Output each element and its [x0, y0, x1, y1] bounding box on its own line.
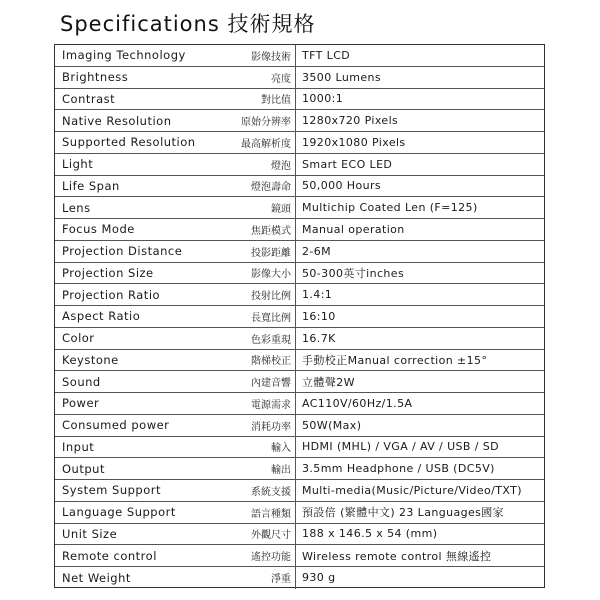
spec-row — [55, 502, 544, 524]
spec-label-en: Keystone — [62, 352, 119, 367]
spec-value: 50W(Max) — [295, 415, 544, 436]
spec-label-zh: 電源需求 — [251, 399, 291, 411]
spec-row — [55, 328, 544, 350]
spec-label-en: Brightness — [62, 70, 129, 85]
spec-label-zh: 階梯校正 — [251, 356, 291, 368]
spec-value: AC110V/60Hz/1.5A — [295, 393, 544, 414]
spec-label-zh: 消耗功率 — [251, 421, 291, 433]
spec-row — [55, 415, 544, 437]
spec-value: Smart ECO LED — [295, 154, 544, 175]
spec-row — [55, 132, 544, 154]
spec-label-en: Native Resolution — [62, 113, 172, 128]
spec-value: 3.5mm Headphone / USB (DC5V) — [295, 458, 544, 479]
spec-label-zh: 投射比例 — [251, 291, 291, 303]
spec-label-en: Sound — [62, 374, 101, 389]
spec-value: 1.4:1 — [295, 284, 544, 305]
spec-label-en: Language Support — [62, 505, 176, 520]
spec-label-en: Consumed power — [62, 418, 170, 433]
spec-label-en: Projection Distance — [62, 244, 183, 259]
spec-label-zh: 鏡頭 — [271, 204, 291, 216]
spec-label-zh: 影像技術 — [251, 51, 291, 63]
spec-row — [55, 306, 544, 328]
spec-row — [55, 154, 544, 176]
spec-label-en: Lens — [62, 200, 91, 215]
spec-label-en: Projection Size — [62, 265, 154, 280]
spec-label-en: Focus Mode — [62, 222, 135, 237]
spec-label-zh: 原始分辨率 — [241, 117, 291, 129]
spec-row — [55, 89, 544, 111]
spec-row — [55, 545, 544, 567]
spec-label-en: Aspect Ratio — [62, 309, 141, 324]
page-title: Specifications 技術規格 — [60, 12, 316, 36]
spec-label-en: Light — [62, 157, 94, 172]
spec-row — [55, 219, 544, 241]
spec-value: 預設倍 (繁體中文) 23 Languages國家 — [295, 502, 544, 523]
spec-label-en: Supported Resolution — [62, 135, 196, 150]
spec-row — [55, 263, 544, 285]
spec-label-zh: 亮度 — [271, 73, 291, 85]
spec-row — [55, 284, 544, 306]
spec-label-en: Contrast — [62, 91, 116, 106]
spec-row — [55, 241, 544, 263]
spec-value: 930 g — [295, 567, 544, 589]
spec-value: Manual operation — [295, 219, 544, 240]
spec-value: 1920x1080 Pixels — [295, 132, 544, 153]
spec-label-zh: 語言種類 — [251, 508, 291, 520]
spec-row — [55, 437, 544, 459]
spec-value: 立體聲2W — [295, 371, 544, 392]
spec-label-zh: 輸入 — [271, 443, 291, 455]
spec-label-en: Remote control — [62, 548, 157, 563]
spec-label-zh: 影像大小 — [251, 269, 291, 281]
spec-label-zh: 長寬比例 — [251, 312, 291, 324]
spec-value: 1280x720 Pixels — [295, 110, 544, 131]
spec-row — [55, 197, 544, 219]
spec-row — [55, 371, 544, 393]
spec-value: Multi-media(Music/Picture/Video/TXT) — [295, 480, 544, 501]
spec-row — [55, 67, 544, 89]
spec-value: 50-300英寸inches — [295, 263, 544, 284]
spec-label-zh: 燈泡壽命 — [251, 182, 291, 194]
spec-value: 188 x 146.5 x 54 (mm) — [295, 524, 544, 545]
spec-value: HDMI (MHL) / VGA / AV / USB / SD — [295, 437, 544, 458]
spec-value: 2-6M — [295, 241, 544, 262]
spec-value: TFT LCD — [295, 45, 544, 66]
spec-row — [55, 45, 544, 67]
spec-label-en: Output — [62, 461, 105, 476]
spec-label-en: System Support — [62, 483, 161, 498]
spec-label-zh: 淨重 — [271, 574, 291, 586]
spec-label-en: Input — [62, 439, 95, 454]
spec-row — [55, 350, 544, 372]
spec-label-en: Net Weight — [62, 570, 131, 585]
spec-row — [55, 567, 544, 589]
spec-label-zh: 最高解析度 — [241, 138, 291, 150]
spec-row — [55, 480, 544, 502]
spec-row — [55, 458, 544, 480]
spec-label-zh: 燈泡 — [271, 160, 291, 172]
spec-value: Wireless remote control 無線遙控 — [295, 545, 544, 566]
spec-value: 16.7K — [295, 328, 544, 349]
spec-table — [54, 44, 545, 588]
spec-label-zh: 遙控功能 — [251, 552, 291, 564]
spec-label-en: Projection Ratio — [62, 287, 161, 302]
spec-label-zh: 內建音響 — [251, 378, 291, 390]
spec-label-zh: 色彩重現 — [251, 334, 291, 346]
spec-value: 16:10 — [295, 306, 544, 327]
spec-label-zh: 對比值 — [261, 95, 291, 107]
spec-label-zh: 焦距模式 — [251, 225, 291, 237]
spec-label-zh: 投影距離 — [251, 247, 291, 259]
spec-label-en: Imaging Technology — [62, 48, 186, 63]
spec-value: Multichip Coated Len (F=125) — [295, 197, 544, 218]
spec-row — [55, 393, 544, 415]
spec-label-en: Unit Size — [62, 526, 118, 541]
spec-value: 3500 Lumens — [295, 67, 544, 88]
spec-value: 50,000 Hours — [295, 176, 544, 197]
spec-label-zh: 外觀尺寸 — [251, 530, 291, 542]
spec-label-en: Color — [62, 331, 95, 346]
spec-label-zh: 輸出 — [271, 465, 291, 477]
spec-row — [55, 176, 544, 198]
spec-label-en: Life Span — [62, 178, 120, 193]
spec-value: 手動校正Manual correction ±15° — [295, 350, 544, 371]
spec-row — [55, 524, 544, 546]
spec-label-en: Power — [62, 396, 100, 411]
spec-value: 1000:1 — [295, 89, 544, 110]
spec-label-zh: 系統支援 — [251, 486, 291, 498]
spec-row — [55, 110, 544, 132]
